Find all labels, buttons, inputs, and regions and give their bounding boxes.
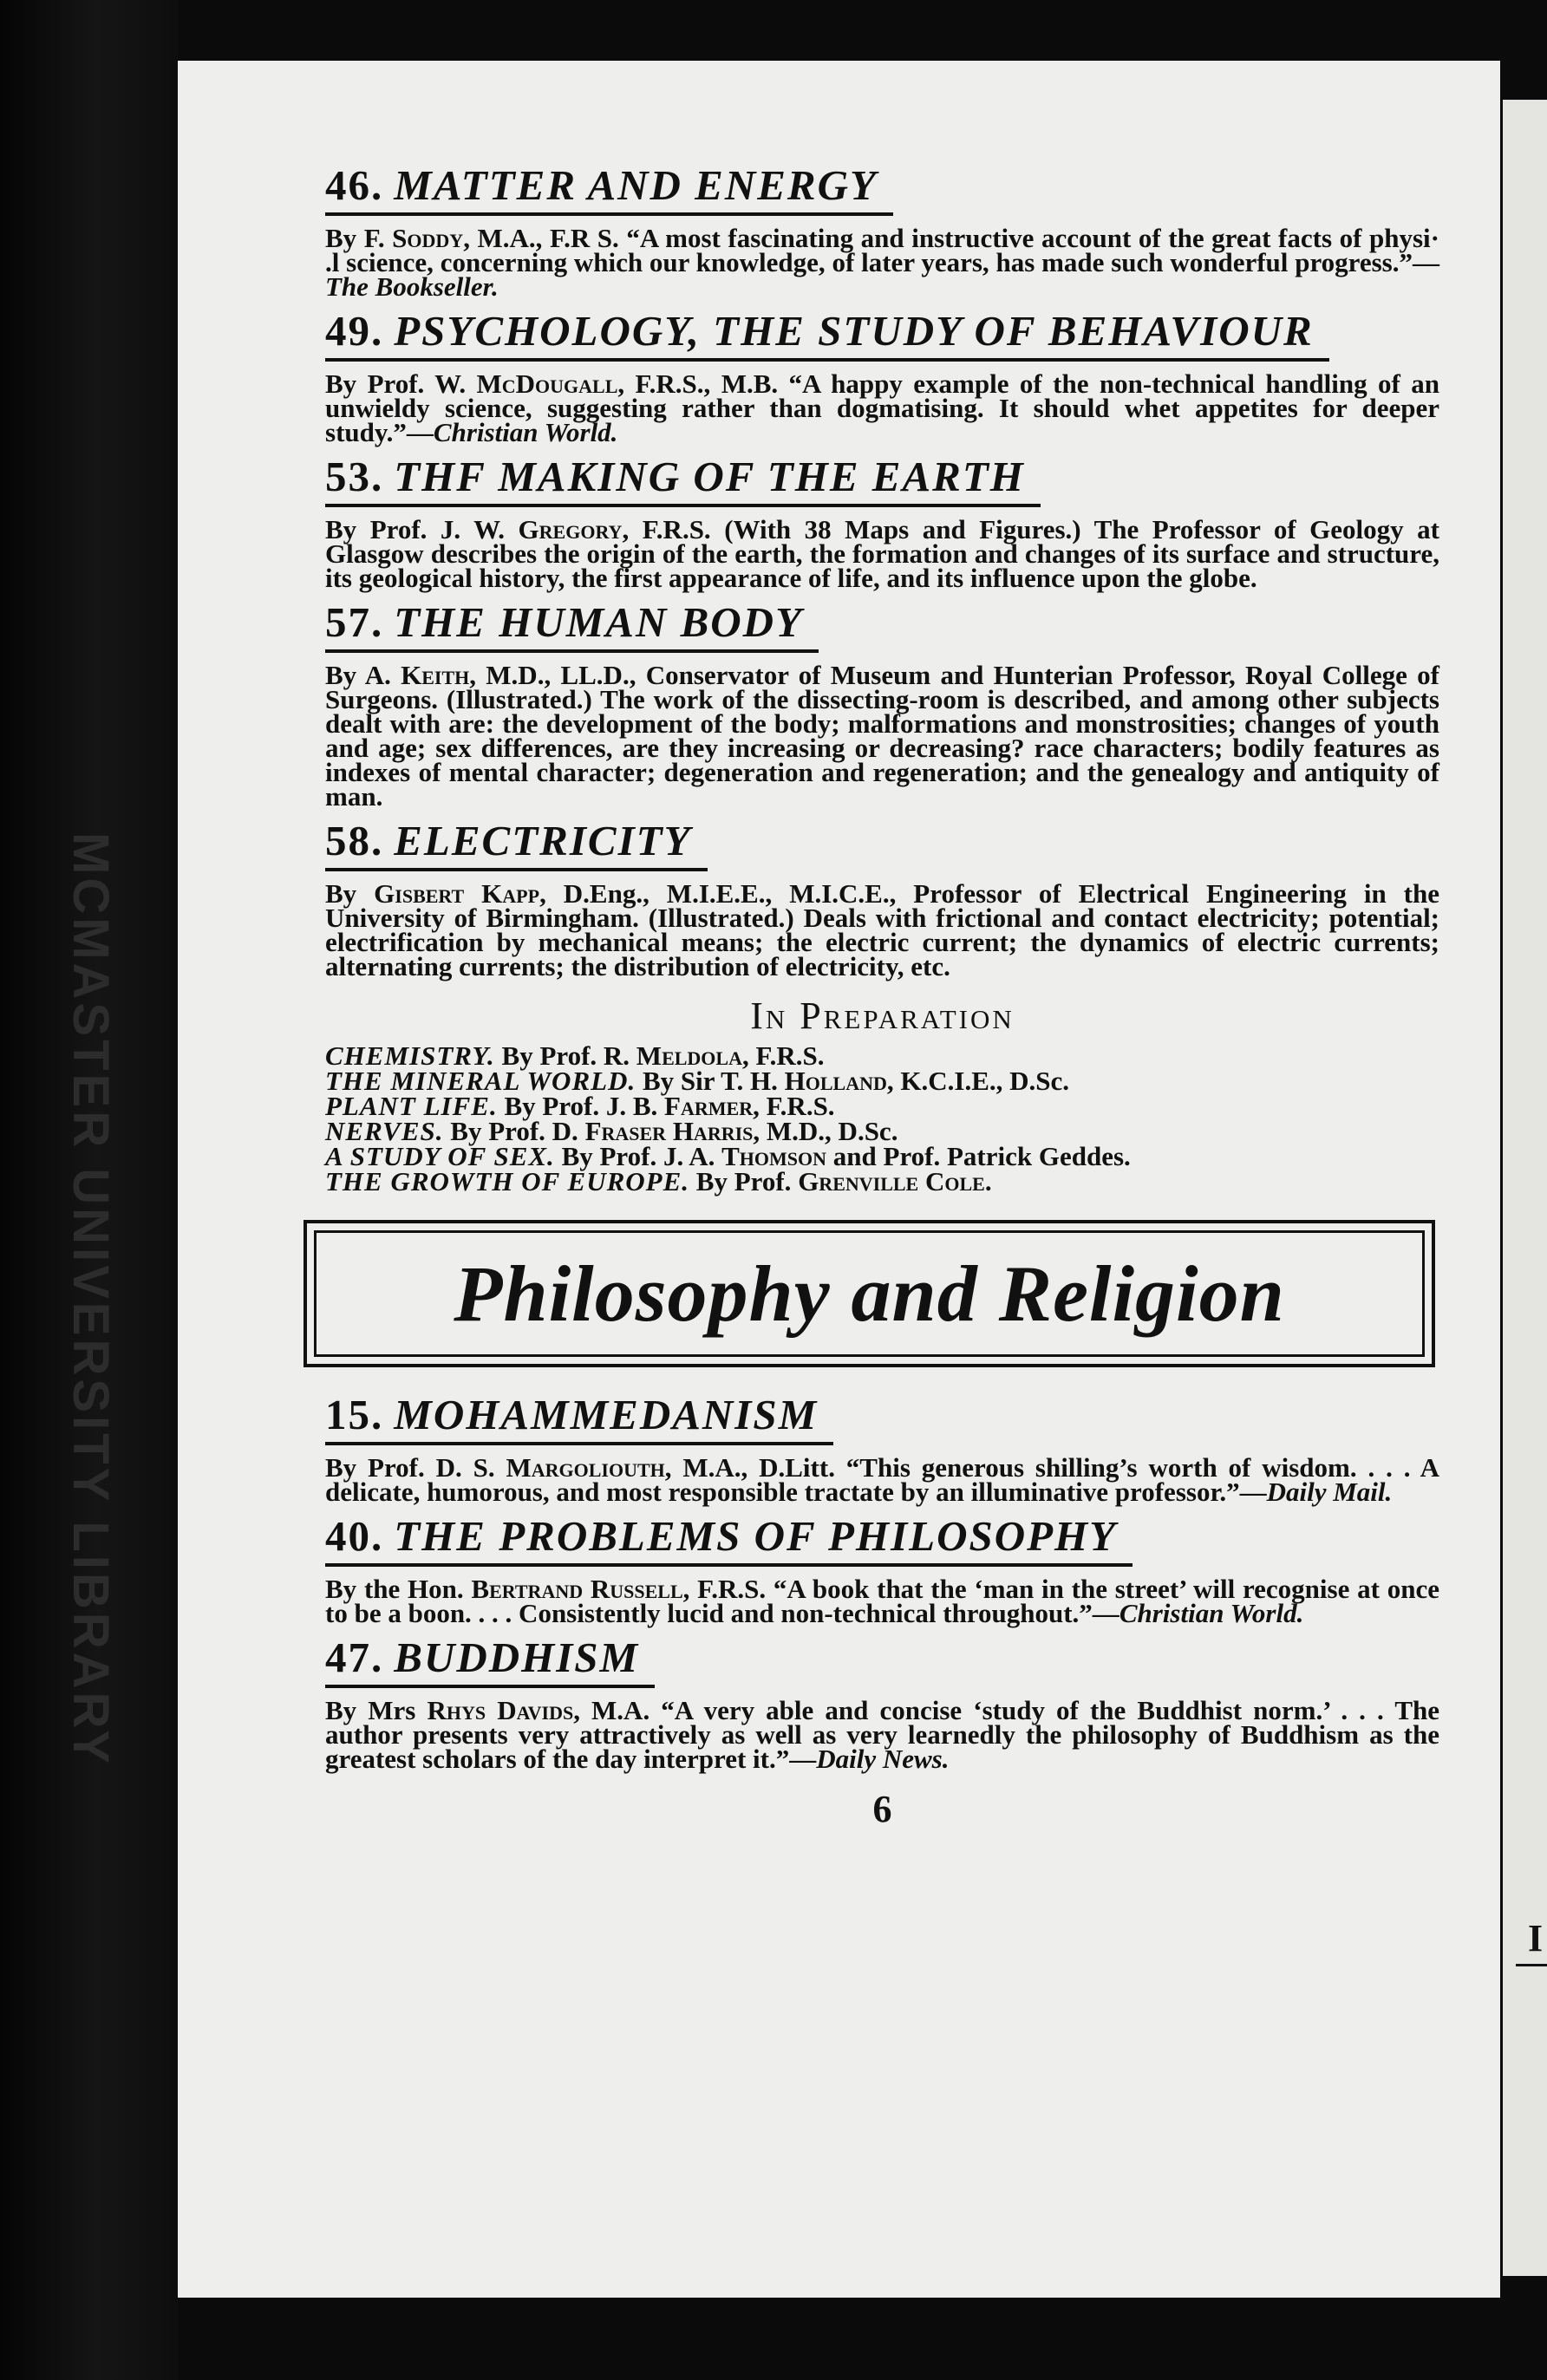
description-text: , F.R.S. (With 38 Maps and Figures.) The Professor of Geology at Glasgow describes the origin of the earth, the formation and changes of its surface and structure, its geological history, the first appearance of life, and its influence upon the globe.: [325, 514, 1439, 593]
work-title: CHEMISTRY.: [325, 1040, 495, 1071]
by-text: By Prof. J. B.: [497, 1091, 665, 1121]
author-name: Gregory: [518, 514, 623, 544]
entry-description: [325, 223, 1439, 302]
entry-heading: [325, 452, 1041, 507]
credentials-text: , M.D., D.Sc.: [753, 1116, 898, 1146]
catalog-entry: [325, 597, 1439, 812]
author-name: Thomson: [721, 1141, 827, 1171]
by-text: By Prof. D.: [443, 1116, 585, 1146]
entry-heading: [325, 1390, 833, 1445]
left-scan-margin: [0, 0, 178, 2380]
author-name: Farmer: [664, 1091, 754, 1121]
author-name: Holland: [784, 1066, 887, 1096]
entry-title: MOHAMMEDANISM: [394, 1391, 819, 1438]
catalog-entry: [325, 1390, 1439, 1507]
entry-number: 46.: [325, 161, 384, 209]
author-name: Soddy: [392, 223, 464, 253]
description-text: By Prof. W.: [325, 368, 477, 399]
in-preparation-item: [325, 1141, 1439, 1171]
work-title: NERVES.: [325, 1116, 444, 1146]
section-banner: [304, 1220, 1435, 1367]
section-title: Philosophy and Religion: [454, 1249, 1285, 1338]
author-name: McDougall: [476, 368, 618, 399]
description-text: By the Hon.: [325, 1574, 472, 1604]
by-text: By Sir T. H.: [636, 1066, 785, 1096]
entry-heading: [325, 597, 819, 653]
entry-title: ELECTRICITY: [394, 817, 692, 864]
in-preparation-item: [325, 1091, 1439, 1121]
by-text: By Prof.: [494, 1040, 604, 1071]
description-text: By Prof. J. W.: [325, 514, 519, 544]
entry-title: THE HUMAN BODY: [394, 598, 804, 646]
entry-title: THE PROBLEMS OF PHILOSOPHY: [394, 1512, 1118, 1560]
entry-description: [325, 1695, 1439, 1774]
catalog-entry: [325, 816, 1439, 979]
entry-number: 58.: [325, 817, 384, 864]
description-text: , F.R.S. “A book that the ‘man in the street’ will recognise at once to be a boon. . . . Consistently lucid and non-technical throughout.”—: [325, 1574, 1439, 1628]
work-title: THE MINERAL WORLD.: [325, 1066, 636, 1096]
entry-title: MATTER AND ENERGY: [394, 161, 878, 209]
entry-heading: [325, 306, 1329, 362]
author-name: Margoliouth: [506, 1452, 665, 1483]
page-number: 6: [872, 1788, 892, 1830]
work-title: THE GROWTH OF EUROPE.: [325, 1166, 690, 1197]
page-content: [325, 160, 1439, 1831]
review-source: Daily Mail.: [1266, 1477, 1393, 1507]
entry-heading: [325, 1511, 1133, 1567]
catalog-entry: [325, 306, 1439, 445]
in-preparation-item: [325, 1066, 1439, 1096]
review-source: Christian World.: [1119, 1598, 1304, 1628]
entry-description: [325, 368, 1440, 447]
description-text: , M.A., F.R S. “A most fascinating and instructive account of the great facts of physi· .l science, concerning which our knowledge, of later years, has made such wonderful progress.”—: [325, 223, 1439, 277]
entry-description: [325, 878, 1439, 981]
entries-bottom: [325, 1390, 1439, 1774]
review-source: Daily News.: [816, 1744, 950, 1774]
catalog-entry: [325, 160, 1439, 302]
author-name: Grenville Cole: [798, 1166, 985, 1197]
section-banner-inner: [314, 1230, 1425, 1357]
in-preparation-item: [325, 1118, 1439, 1144]
author-name: Gisbert Kapp: [374, 878, 540, 909]
review-source: Christian World.: [433, 417, 618, 447]
description-text: By: [325, 878, 375, 909]
entry-description: [325, 514, 1439, 593]
entry-title: BUDDHISM: [394, 1633, 640, 1681]
description-text: By Mrs: [325, 1695, 428, 1725]
entry-heading: [325, 1633, 655, 1688]
author-name: R. Meldola: [603, 1040, 742, 1071]
description-text: , M.D., LL.D., Conservator of Museum and Hunterian Professor, Royal College of Surgeons. (Illustrated.) The work of the dissecting-room is described, and among other subjects dealt with are: the development of the body; malformations and monstrosities; changes of youth and age; sex differences, are they increasing or decreasing? race characters; bodily features as indexes of mental character; degeneration and regeneration; and the genealogy and antiquity of man.: [325, 660, 1439, 812]
entry-description: [325, 1452, 1439, 1507]
review-source: The Bookseller.: [325, 271, 499, 302]
in-preparation-heading: In Preparation: [750, 994, 1015, 1037]
author-name: Bertrand Russell: [471, 1574, 683, 1604]
author-name: Keith: [401, 660, 470, 690]
in-preparation-item: [325, 1040, 1439, 1071]
entry-number: 57.: [325, 598, 384, 646]
entry-number: 15.: [325, 1391, 384, 1438]
description-text: , M.A. “A very able and concise ‘study of the Buddhist norm.’ . . . The author presents very attractively as well as very learnedly the philosophy of Buddhism as the greatest scholars of the day interpret it.”—: [325, 1695, 1439, 1774]
entry-number: 40.: [325, 1512, 384, 1560]
in-preparation-list: [325, 1040, 1439, 1197]
next-page-rule: [1516, 1964, 1547, 1966]
credentials-text: , F.R.S.: [753, 1091, 835, 1121]
entry-title: THF MAKING OF THE EARTH: [394, 453, 1025, 500]
catalog-entry: [325, 1511, 1439, 1626]
entry-heading: [325, 160, 893, 216]
library-stamp: MCMASTER UNIVERSITY LIBRARY: [62, 832, 119, 1767]
description-text: By Prof. D. S.: [325, 1452, 506, 1483]
in-preparation-item: [325, 1166, 1439, 1197]
description-text: , M.A., D.Litt. “This generous shilling’s worth of wisdom. . . . A delicate, humorous, and most responsible tractate by an illuminative professor.”—: [325, 1452, 1439, 1507]
author-name: Fraser Harris: [584, 1116, 754, 1146]
entry-heading: [325, 816, 708, 871]
by-text: By Prof. J. A.: [554, 1141, 722, 1171]
catalog-entry: [325, 1633, 1439, 1774]
entry-number: 49.: [325, 307, 384, 355]
catalog-entry: [325, 452, 1439, 593]
entry-description: [325, 660, 1439, 812]
entry-title: PSYCHOLOGY, THE STUDY OF BEHAVIOUR: [394, 307, 1314, 355]
entry-description: [325, 1574, 1439, 1628]
description-text: By A.: [325, 660, 401, 690]
work-title: A STUDY OF SEX.: [325, 1141, 555, 1171]
credentials-text: , F.R.S.: [741, 1040, 825, 1071]
entry-number: 53.: [325, 453, 384, 500]
description-text: By F.: [325, 223, 393, 253]
entries-top: [325, 160, 1439, 979]
work-title: PLANT LIFE.: [325, 1091, 498, 1121]
credentials-text: , K.C.I.E., D.Sc.: [886, 1066, 1070, 1096]
description-text: , D.Eng., M.I.E.E., M.I.C.E., Professor of Electrical Engineering in the University of Birmingham. (Illustrated.) Deals with frictional and contact electricity; potential; electrification by mechanical means; the electric current; the dynamics of electric currents; alternating currents; the distribution of electricity, etc.: [325, 878, 1439, 981]
credentials-text: .: [984, 1166, 992, 1197]
entry-number: 47.: [325, 1633, 384, 1681]
description-text: , F.R.S., M.B. “A happy example of the non-technical handling of an unwieldy science, suggesting rather than dogmatising. It should whet appetites for deeper study.”—: [325, 368, 1440, 447]
by-text: By Prof.: [689, 1166, 799, 1197]
author-name: Rhys Davids: [427, 1695, 574, 1725]
credentials-text: and Prof. Patrick Geddes.: [826, 1141, 1131, 1171]
next-page-glyph: I: [1528, 1917, 1544, 1959]
